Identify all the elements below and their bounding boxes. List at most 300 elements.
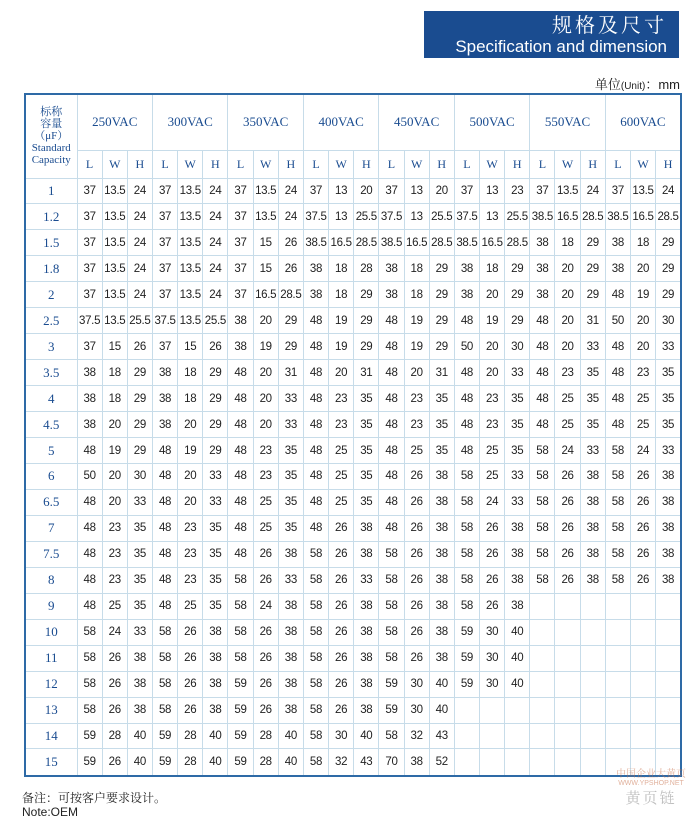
dimension-cell: 13.5 [102,282,127,308]
dimension-cell: 58 [605,438,630,464]
dimension-cell: 19 [404,334,429,360]
capacity-cell: 1.5 [25,230,77,256]
dimension-cell: 48 [228,386,253,412]
dimension-cell: 37 [152,204,177,230]
dimension-header: W [480,150,505,178]
dimension-cell: 24 [102,619,127,645]
dimension-cell: 13.5 [102,308,127,334]
dimension-cell: 38 [429,619,454,645]
dimension-cell: 48 [228,489,253,515]
dimension-cell: 20 [102,463,127,489]
dimension-cell: 48 [379,360,404,386]
dimension-cell: 48 [379,438,404,464]
title-banner [424,11,679,58]
dimension-cell: 58 [530,541,555,567]
dimension-cell: 38 [77,412,102,438]
unit-label [595,74,680,93]
dimension-cell: 30 [505,334,530,360]
dimension-cell: 35 [354,412,379,438]
dimension-header: H [429,150,454,178]
dimension-cell: 19 [178,438,203,464]
dimension-cell: 16.5 [630,204,655,230]
dimension-cell: 38 [580,489,605,515]
dimension-cell: 37 [605,178,630,204]
dimension-cell: 48 [605,360,630,386]
capacity-cell: 1.2 [25,204,77,230]
dimension-cell: 38 [278,671,303,697]
dimension-cell: 48 [303,438,328,464]
dimension-cell: 16.5 [480,230,505,256]
dimension-cell: 35 [278,463,303,489]
capacity-cell: 1 [25,178,77,204]
dimension-cell: 30 [656,308,681,334]
dimension-cell: 24 [278,178,303,204]
dimension-cell: 38 [354,697,379,723]
dimension-cell: 13.5 [178,204,203,230]
dimension-cell: 20 [555,334,580,360]
dimension-cell: 58 [605,567,630,593]
voltage-header: 550VAC [530,94,605,150]
dimension-cell: 37 [152,230,177,256]
dimension-cell: 20 [253,386,278,412]
dimension-cell: 38 [429,515,454,541]
dimension-cell: 35 [127,593,152,619]
dimension-cell: 48 [303,463,328,489]
dimension-cell: 37 [228,204,253,230]
dimension-cell: 52 [429,749,454,776]
dimension-cell: 58 [454,541,479,567]
dimension-cell: 26 [329,593,354,619]
dimension-cell: 48 [454,360,479,386]
capacity-cell: 9 [25,593,77,619]
dimension-cell: 26 [178,619,203,645]
dimension-cell: 23 [102,567,127,593]
dimension-cell [530,749,555,776]
dimension-cell [530,723,555,749]
dimension-cell: 15 [178,334,203,360]
dimension-cell: 26 [480,515,505,541]
dimension-cell: 25 [329,438,354,464]
dimension-cell: 15 [102,334,127,360]
dimension-cell [454,723,479,749]
dimension-cell: 33 [203,463,228,489]
dimension-cell: 38 [203,619,228,645]
dimension-cell: 58 [303,749,328,776]
dimension-cell: 23 [555,360,580,386]
dimension-cell: 16.5 [555,204,580,230]
dimension-cell: 26 [329,515,354,541]
capacity-cell: 7 [25,515,77,541]
dimension-cell: 48 [454,386,479,412]
dimension-cell: 38 [505,515,530,541]
dimension-cell: 59 [228,671,253,697]
dimension-cell: 35 [429,386,454,412]
dimension-cell: 48 [454,412,479,438]
dimension-cell: 29 [580,230,605,256]
dimension-cell: 38 [278,541,303,567]
capacity-cell: 2 [25,282,77,308]
dimension-cell: 24 [203,178,228,204]
table-row [25,697,681,723]
dimension-cell: 58 [530,567,555,593]
dimension-cell: 58 [379,593,404,619]
dimension-cell: 29 [203,360,228,386]
dimension-cell: 38 [354,671,379,697]
dimension-cell: 23 [329,412,354,438]
dimension-cell: 23 [630,360,655,386]
dimension-cell: 37 [152,256,177,282]
dimension-cell [505,723,530,749]
dimension-cell: 37 [77,204,102,230]
dimension-cell: 28 [178,723,203,749]
dimension-cell: 50 [77,463,102,489]
dimension-cell: 38 [354,541,379,567]
dimension-cell [656,645,681,671]
dimension-cell [605,723,630,749]
dimension-cell: 58 [303,671,328,697]
dimension-cell [454,749,479,776]
dimension-cell: 38 [379,256,404,282]
dimension-cell [605,593,630,619]
dimension-cell: 29 [203,438,228,464]
dimension-header: L [530,150,555,178]
dimension-cell: 29 [127,438,152,464]
dimension-cell [580,697,605,723]
dimension-cell: 35 [203,567,228,593]
dimension-cell: 29 [505,308,530,334]
dimension-cell: 58 [379,723,404,749]
dimension-cell: 35 [203,593,228,619]
dimension-cell: 20 [480,334,505,360]
dimension-cell: 40 [429,697,454,723]
dimension-cell: 38 [152,360,177,386]
dimension-cell: 28 [253,749,278,776]
capacity-cell: 3 [25,334,77,360]
dimension-cell: 26 [253,671,278,697]
dimension-cell: 29 [656,230,681,256]
dimension-cell: 58 [379,619,404,645]
dimension-cell: 24 [253,593,278,619]
table-body [25,178,681,776]
dimension-cell: 26 [404,489,429,515]
dimension-cell: 15 [253,256,278,282]
dimension-cell [580,671,605,697]
dimension-cell: 59 [379,671,404,697]
dimension-cell: 35 [505,438,530,464]
dimension-cell: 13 [480,178,505,204]
dimension-cell: 20 [480,360,505,386]
dimension-cell: 37 [530,178,555,204]
dimension-header: W [404,150,429,178]
dimension-cell: 23 [102,541,127,567]
dimension-cell: 26 [555,567,580,593]
dimension-cell: 38 [152,412,177,438]
dimension-cell: 26 [555,541,580,567]
dimension-cell: 38 [278,593,303,619]
dimension-cell: 35 [580,360,605,386]
dimension-cell: 25.5 [429,204,454,230]
capacity-cell: 4 [25,386,77,412]
dimension-cell: 38 [656,567,681,593]
dimension-cell: 37 [152,178,177,204]
dimension-cell: 25.5 [203,308,228,334]
dimension-cell: 23 [480,412,505,438]
dimension-cell: 33 [505,360,530,386]
dimension-cell [605,645,630,671]
dimension-cell: 20 [253,360,278,386]
dimension-cell: 23 [253,463,278,489]
dimension-cell: 37.5 [152,308,177,334]
watermark-line: 黄页链 [625,789,677,807]
table-row [25,593,681,619]
dimension-cell: 48 [454,438,479,464]
dimension-cell: 48 [303,360,328,386]
dimension-cell: 38 [454,282,479,308]
dimension-cell: 59 [228,723,253,749]
dimension-cell: 26 [178,671,203,697]
dimension-cell: 37.5 [454,204,479,230]
dimension-header: H [505,150,530,178]
dimension-cell: 20 [429,178,454,204]
dimension-cell [530,697,555,723]
table-row [25,178,681,204]
dimension-cell: 32 [404,723,429,749]
dimension-cell: 28 [354,256,379,282]
dimension-cell: 26 [178,645,203,671]
dimension-cell: 38 [656,515,681,541]
dimension-cell: 38 [127,671,152,697]
dimension-cell: 38 [127,645,152,671]
dimension-cell: 33 [127,489,152,515]
dimension-cell: 40 [203,749,228,776]
dimension-cell: 38 [278,619,303,645]
dimension-cell: 26 [630,515,655,541]
dimension-cell: 37 [77,230,102,256]
dimension-cell: 20 [253,308,278,334]
dimension-cell: 35 [505,386,530,412]
dimension-cell: 48 [152,541,177,567]
dimension-header: H [580,150,605,178]
note-en: Note:OEM [22,805,79,819]
dimension-header: L [303,150,328,178]
capacity-header-line: 标称 [40,106,63,119]
dimension-cell: 31 [278,360,303,386]
dimension-cell: 24 [127,204,152,230]
dimension-cell: 33 [278,412,303,438]
dimension-cell: 13 [404,178,429,204]
dimension-cell: 40 [278,723,303,749]
dimension-cell: 48 [77,438,102,464]
dimension-cell: 30 [480,645,505,671]
dimension-cell: 58 [152,671,177,697]
voltage-header: 600VAC [605,94,681,150]
dimension-cell: 16.5 [329,230,354,256]
dimension-cell: 20 [555,308,580,334]
dimension-cell: 30 [480,619,505,645]
dimension-cell: 19 [630,282,655,308]
dimension-cell: 29 [429,334,454,360]
dimension-cell: 20 [102,412,127,438]
dimension-cell: 28.5 [580,204,605,230]
voltage-header: 450VAC [379,94,454,150]
dimension-cell [555,723,580,749]
dimension-cell: 58 [77,645,102,671]
dimension-cell [530,645,555,671]
dimension-cell: 38 [354,619,379,645]
dimension-cell: 48 [530,386,555,412]
dimension-cell: 30 [329,723,354,749]
dimension-cell: 30 [127,463,152,489]
dimension-cell [656,593,681,619]
dimension-cell: 58 [152,619,177,645]
dimension-cell: 25 [555,412,580,438]
capacity-cell: 13 [25,697,77,723]
dimension-cell: 48 [379,308,404,334]
dimension-cell: 48 [303,489,328,515]
dimension-cell: 18 [404,256,429,282]
dimension-cell: 25.5 [354,204,379,230]
dimension-cell: 28.5 [505,230,530,256]
dimension-cell: 48 [77,541,102,567]
dimension-cell: 26 [329,697,354,723]
dimension-cell: 25.5 [505,204,530,230]
dimension-cell: 59 [454,619,479,645]
dimension-cell: 13.5 [102,256,127,282]
dimension-cell: 29 [354,282,379,308]
table-row [25,308,681,334]
dimension-cell [630,723,655,749]
dimension-cell: 38 [152,386,177,412]
dimension-cell: 59 [454,671,479,697]
dimension-cell: 38 [580,463,605,489]
dimension-cell: 38 [580,515,605,541]
dimension-header: W [555,150,580,178]
dimension-cell: 38 [429,593,454,619]
dimension-cell: 33 [127,619,152,645]
dimension-cell: 43 [354,749,379,776]
dimension-cell [656,671,681,697]
dimension-header: W [329,150,354,178]
dimension-cell: 29 [429,256,454,282]
voltage-header: 250VAC [77,94,152,150]
dimension-cell: 16.5 [253,282,278,308]
capacity-cell: 1.8 [25,256,77,282]
dimension-cell: 25 [404,438,429,464]
dimension-cell: 29 [203,412,228,438]
dimension-cell: 19 [480,308,505,334]
dimension-cell: 58 [303,593,328,619]
dimension-cell: 48 [379,334,404,360]
dimension-cell: 13 [480,204,505,230]
dimension-cell: 24 [278,204,303,230]
dimension-cell: 40 [203,723,228,749]
dimension-cell: 37.5 [77,308,102,334]
dimension-cell: 40 [505,619,530,645]
dimension-cell: 38 [77,386,102,412]
dimension-cell: 20 [102,489,127,515]
table-row [25,619,681,645]
table-row [25,671,681,697]
dimension-cell: 38.5 [605,204,630,230]
dimension-cell: 26 [278,256,303,282]
dimension-cell: 28.5 [656,204,681,230]
dimension-cell: 38 [354,593,379,619]
dimension-cell: 18 [329,282,354,308]
dimension-cell: 35 [656,386,681,412]
dimension-cell [580,645,605,671]
capacity-cell: 6 [25,463,77,489]
dimension-cell: 38 [203,697,228,723]
dimension-cell: 33 [505,489,530,515]
dimension-cell: 38 [505,593,530,619]
dimension-cell: 28 [178,749,203,776]
dimension-cell: 38 [429,489,454,515]
dimension-cell: 40 [505,645,530,671]
dimension-cell: 35 [278,438,303,464]
dimension-cell: 24 [127,178,152,204]
dimension-cell: 58 [303,541,328,567]
dimension-cell: 38 [656,489,681,515]
dimension-cell: 58 [228,645,253,671]
dimension-header: W [178,150,203,178]
dimension-cell: 58 [530,463,555,489]
dimension-cell: 29 [127,412,152,438]
dimension-cell: 37 [152,282,177,308]
dimension-cell: 20 [404,360,429,386]
dimension-cell: 20 [178,412,203,438]
watermark-line: WWW.YPSHOP.NET [618,780,684,787]
dimension-cell: 58 [77,619,102,645]
dimension-cell: 26 [404,541,429,567]
dimension-cell: 38 [429,541,454,567]
dimension-cell: 38 [505,567,530,593]
dimension-cell: 59 [228,749,253,776]
dimension-cell: 29 [505,282,530,308]
capacity-header-line: Capacity [31,154,71,167]
table-row [25,360,681,386]
dimension-cell: 13.5 [178,256,203,282]
dimension-cell [555,749,580,776]
dimension-cell: 58 [454,489,479,515]
dimension-cell: 48 [605,386,630,412]
dimension-cell: 58 [379,541,404,567]
dimension-cell: 48 [152,593,177,619]
dimension-cell: 30 [480,671,505,697]
dimension-cell: 48 [454,308,479,334]
dimension-cell: 58 [530,438,555,464]
dimension-cell: 38 [278,697,303,723]
dimension-cell: 59 [152,723,177,749]
dimension-cell: 20 [630,308,655,334]
dimension-cell: 25 [630,412,655,438]
note [22,791,166,819]
dimension-cell: 26 [404,593,429,619]
dimension-cell: 59 [228,697,253,723]
dimension-cell: 24 [127,230,152,256]
dimension-cell: 26 [630,541,655,567]
dimension-cell: 25 [178,593,203,619]
dimension-cell: 35 [656,360,681,386]
dimension-cell: 38 [303,282,328,308]
dimension-cell: 48 [379,386,404,412]
capacity-header-line: Standard [31,142,71,155]
dimension-cell: 58 [530,515,555,541]
dimension-cell: 58 [303,723,328,749]
dimension-cell: 30 [404,671,429,697]
dimension-header: H [278,150,303,178]
dimension-cell: 26 [630,463,655,489]
title-en: Specification and dimension [455,37,667,56]
